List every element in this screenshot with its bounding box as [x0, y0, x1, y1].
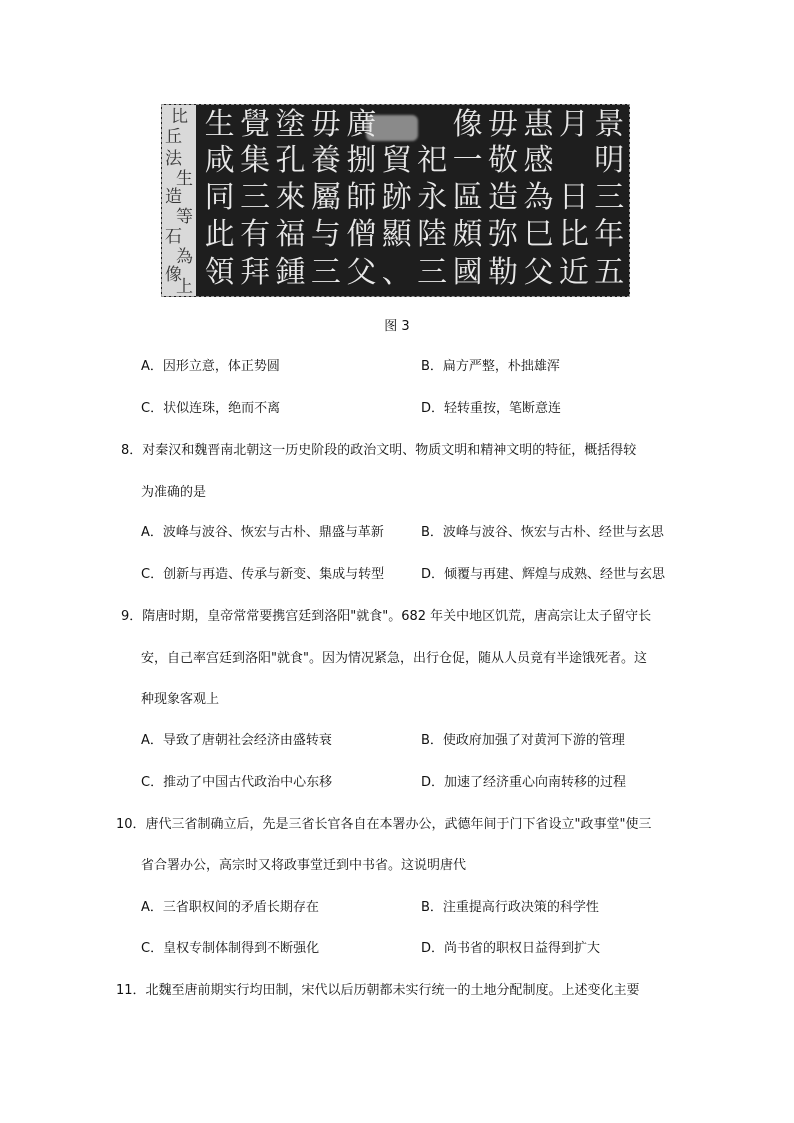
inscription-row-4	[202, 217, 627, 253]
side-char: 丘	[165, 127, 182, 147]
char: 毋	[310, 107, 341, 142]
side-char: 等	[176, 207, 193, 227]
char: 三	[417, 255, 448, 290]
char: 敬	[488, 143, 519, 178]
q9-stem-line2: 安，自己率宫廷到洛阳"就食"。因为情况紧急，出行仓促，随从人员竟有半途饿死者。这	[141, 651, 647, 666]
q8-option-a: A．波峰与波谷、恢宏与古朴、鼎盛与革新	[141, 525, 384, 540]
char: 陸	[417, 217, 448, 252]
figure-caption: 图 3	[384, 319, 410, 334]
char: 區	[452, 180, 483, 215]
q8-option-b: B．波峰与波谷、恢宏与古朴、经世与玄思	[421, 525, 664, 540]
char: 有	[240, 217, 271, 252]
char: 塗	[275, 107, 306, 142]
q9-option-c: C．推动了中国古代政治中心东移	[141, 775, 333, 790]
q8-option-c: C．创新与再造、传承与新变、集成与转型	[141, 567, 385, 582]
q10-stem-line2: 省合署办公，高宗时又将政事堂迁到中书省。这说明唐代	[141, 858, 467, 873]
inscription-side-column	[162, 105, 196, 296]
char: 巳	[523, 217, 554, 252]
char: 覺	[240, 107, 271, 142]
q7-option-c: C．状似连珠，绝而不离	[141, 401, 281, 416]
char: 養	[310, 143, 341, 178]
char: 明	[594, 143, 625, 178]
q10-option-a: A．三省职权间的矛盾长期存在	[141, 900, 319, 915]
side-char: 石	[165, 227, 182, 247]
char: 國	[452, 255, 483, 290]
side-char: 造	[165, 187, 182, 207]
char: 來	[275, 180, 306, 215]
char: 孔	[275, 143, 306, 178]
char: 一	[452, 143, 483, 178]
char: 生	[204, 107, 235, 142]
q10-option-c: C．皇权专制体制得到不断强化	[141, 941, 320, 956]
char: 頗	[452, 217, 483, 252]
side-char: 像	[165, 265, 182, 285]
char: 造	[488, 180, 519, 215]
q9-option-b: B．使政府加强了对黄河下游的管理	[421, 733, 625, 748]
char: 此	[204, 217, 235, 252]
char: 三	[240, 180, 271, 215]
char: 毋	[488, 107, 519, 142]
char: 同	[204, 180, 235, 215]
char: 捌	[346, 143, 377, 178]
char: 与	[310, 217, 341, 252]
q9-option-a: A．导致了唐朝社会经济由盛转衰	[141, 733, 332, 748]
char: 景	[594, 107, 625, 142]
q8-option-d: D．倾覆与再建、辉煌与成熟、经世与玄思	[421, 567, 666, 582]
char: 像	[452, 107, 483, 142]
char: 為	[523, 180, 554, 215]
char: 福	[275, 217, 306, 252]
q7-option-b: B．扁方严整，朴拙雄浑	[421, 359, 560, 374]
char: 父	[346, 255, 377, 290]
side-char: 比	[171, 107, 188, 127]
q9-stem-line1: 9．隋唐时期，皇帝常常要携宫廷到洛阳"就食"。682 年关中地区饥荒，唐高宗让太子留守长	[121, 609, 652, 624]
char: 鍾	[275, 255, 306, 290]
char: 貿	[381, 143, 412, 178]
side-char: 為	[176, 247, 193, 267]
q11-stem-line1: 11．北魏至唐前期实行均田制，宋代以后历朝都未实行统一的土地分配制度。上述变化主要	[116, 983, 640, 998]
char: 咸	[204, 143, 235, 178]
q10-stem-line1: 10．唐代三省制确立后，先是三省长官各自在本署办公，武德年间于门下省设立"政事堂"使三	[116, 817, 652, 832]
q8-stem-line1: 8．对秦汉和魏晋南北朝这一历史阶段的政治文明、物质文明和精神文明的特征，概括得较	[121, 443, 637, 458]
q9-stem-line3: 种现象客观上	[141, 692, 220, 707]
char: 屬	[310, 180, 341, 215]
char: 日	[558, 180, 589, 215]
char: 領	[204, 255, 235, 290]
q7-option-d: D．轻转重按，笔断意连	[421, 401, 562, 416]
char: 年	[594, 217, 625, 252]
char: 惠	[523, 107, 554, 142]
inscription-row-5	[202, 255, 627, 291]
q10-option-d: D．尚书省的职权日益得到扩大	[421, 941, 601, 956]
char: 跡	[381, 180, 412, 215]
char: 五	[594, 255, 625, 290]
q8-stem-line2: 为准确的是	[141, 485, 207, 500]
char: 師	[346, 180, 377, 215]
char: 父	[523, 255, 554, 290]
char: 拜	[240, 255, 271, 290]
char: 月	[558, 107, 589, 142]
side-char: 生	[176, 169, 193, 189]
stele-rubbing-image	[161, 104, 630, 297]
char: 、	[381, 255, 412, 290]
char: 比	[558, 217, 589, 252]
char: 三	[310, 255, 341, 290]
char: 永	[417, 180, 448, 215]
char: 弥	[488, 217, 519, 252]
q7-option-a: A．因形立意，体正势圆	[141, 359, 280, 374]
char: 集	[240, 143, 271, 178]
q9-option-d: D．加速了经济重心向南转移的过程	[421, 775, 627, 790]
char: 顯	[381, 217, 412, 252]
side-char: 法	[165, 149, 182, 169]
char: 勒	[488, 255, 519, 290]
char: 祀	[417, 143, 448, 178]
inscription-row-3	[202, 180, 627, 216]
q10-option-b: B．注重提高行政决策的科学性	[421, 900, 599, 915]
inscription-row-2	[202, 143, 627, 179]
char: 三	[594, 180, 625, 215]
side-char: 上	[176, 277, 193, 297]
char: 僧	[346, 217, 377, 252]
char: 感	[523, 143, 554, 178]
char: 廣	[346, 107, 377, 142]
inscription-row-1	[202, 107, 627, 143]
char: 近	[558, 255, 589, 290]
